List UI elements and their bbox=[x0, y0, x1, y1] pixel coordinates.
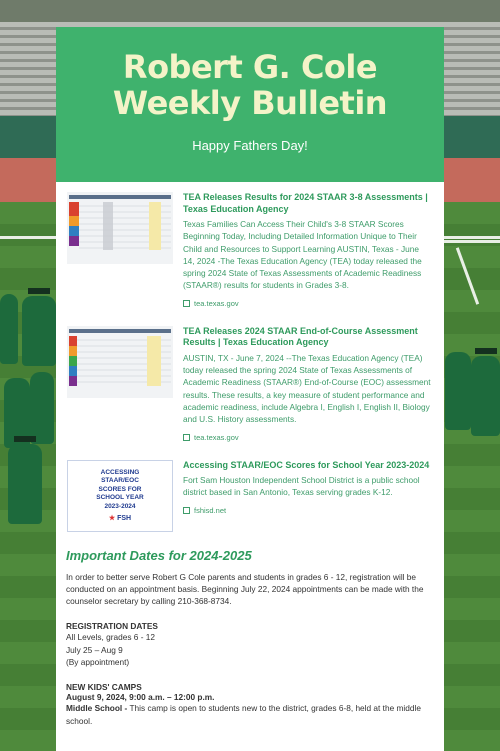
article-thumbnail[interactable] bbox=[67, 460, 173, 532]
header-subtitle: Happy Fathers Day! bbox=[192, 138, 308, 153]
registration-header: REGISTRATION DATES bbox=[66, 621, 158, 632]
header-banner bbox=[56, 27, 444, 182]
external-link-icon bbox=[183, 507, 190, 514]
thumb-text-line: SCHOOL YEAR bbox=[96, 494, 144, 502]
registration-line: All Levels, grades 6 - 12 bbox=[66, 632, 156, 643]
article-source[interactable]: tea.texas.gov bbox=[194, 432, 239, 442]
article-source-link[interactable] bbox=[183, 506, 432, 515]
article-source-link[interactable] bbox=[183, 433, 432, 442]
star-icon: ★ bbox=[108, 515, 116, 523]
article-title[interactable]: TEA Releases 2024 STAAR End-of-Course Assessment Results | Texas Education Agency bbox=[183, 325, 418, 348]
article-card[interactable] bbox=[67, 326, 432, 442]
logo-text: FSH bbox=[117, 515, 132, 523]
article-source[interactable]: fshisd.net bbox=[194, 505, 227, 515]
important-dates-section bbox=[56, 548, 444, 727]
registration-line: July 25 – Aug 9 bbox=[66, 644, 123, 655]
article-summary: Fort Sam Houston Independent School District is a public school district based in San Antonio, Texas serving grades K-12. bbox=[183, 475, 420, 498]
title-line-1: Robert G. Cole bbox=[122, 48, 378, 86]
article-source-link[interactable] bbox=[183, 299, 432, 308]
article-summary: Texas Families Can Access Their Child's 3-8 STAAR Scores Beginning Today, Including Detailed Information Unique to Their Child and Resources to Support Learning AUSTIN, Texas - June 14, 2024 -The Texas Education Agency (TEA) today released the spring 2024 State of Texas Assessments of Academic Readiness (STAAR®) results for students in Grades 3-8. bbox=[183, 219, 422, 291]
article-thumbnail[interactable] bbox=[67, 326, 173, 398]
external-link-icon bbox=[183, 434, 190, 441]
camps-header: NEW KIDS' CAMPS bbox=[66, 682, 142, 693]
article-summary: AUSTIN, TX - June 7, 2024 --The Texas Education Agency (TEA) today released the spring 2024 State of Texas Assessments of Academic Readiness (STAAR®) End-of-Course (EOC) assessment results. These results, a key measure of student performance and academic readiness, include Algebra I, English I, English II, Biology and U.S. History assessments. bbox=[183, 352, 431, 425]
thumb-text-line: ACCESSING bbox=[100, 468, 140, 476]
bulletin-card bbox=[56, 27, 444, 751]
registration-intro: In order to better serve Robert G Cole parents and students in grades 6 - 12, registration will be conducted on an appointment basis. Beginning July 22, 2024 appointments can be made with the counselor secretary by calling 210-368-8734. bbox=[66, 571, 424, 607]
registration-line: (By appointment) bbox=[66, 657, 130, 668]
article-thumbnail[interactable] bbox=[67, 192, 173, 264]
school-logo bbox=[68, 514, 172, 522]
article-title[interactable]: Accessing STAAR/EOC Scores for School Year 2023-2024 bbox=[183, 459, 430, 470]
camps-middle-school bbox=[66, 702, 432, 727]
thumb-text-line: STAAR/EOC bbox=[101, 477, 139, 485]
article-source[interactable]: tea.texas.gov bbox=[194, 298, 239, 308]
thumb-text-line: SCORES FOR bbox=[98, 485, 142, 493]
article-card[interactable] bbox=[67, 192, 432, 308]
camps-ms-text: This camp is open to students new to the district, grades 6-8, held at the middle school. bbox=[66, 703, 421, 726]
camps-ms-label: Middle School - bbox=[66, 703, 128, 714]
article-list bbox=[56, 182, 444, 532]
section-title: Important Dates for 2024-2025 bbox=[66, 547, 252, 563]
article-card[interactable] bbox=[67, 460, 432, 532]
camps-date: August 9, 2024, 9:00 a.m. – 12:00 p.m. bbox=[66, 692, 215, 703]
thumb-text-line: 2023-2024 bbox=[104, 502, 136, 510]
external-link-icon bbox=[183, 300, 190, 307]
title-line-2: Weekly Bulletin bbox=[112, 84, 388, 122]
bulletin-title bbox=[56, 49, 444, 121]
article-title[interactable]: TEA Releases Results for 2024 STAAR 3-8 Assessments | Texas Education Agency bbox=[183, 192, 428, 214]
